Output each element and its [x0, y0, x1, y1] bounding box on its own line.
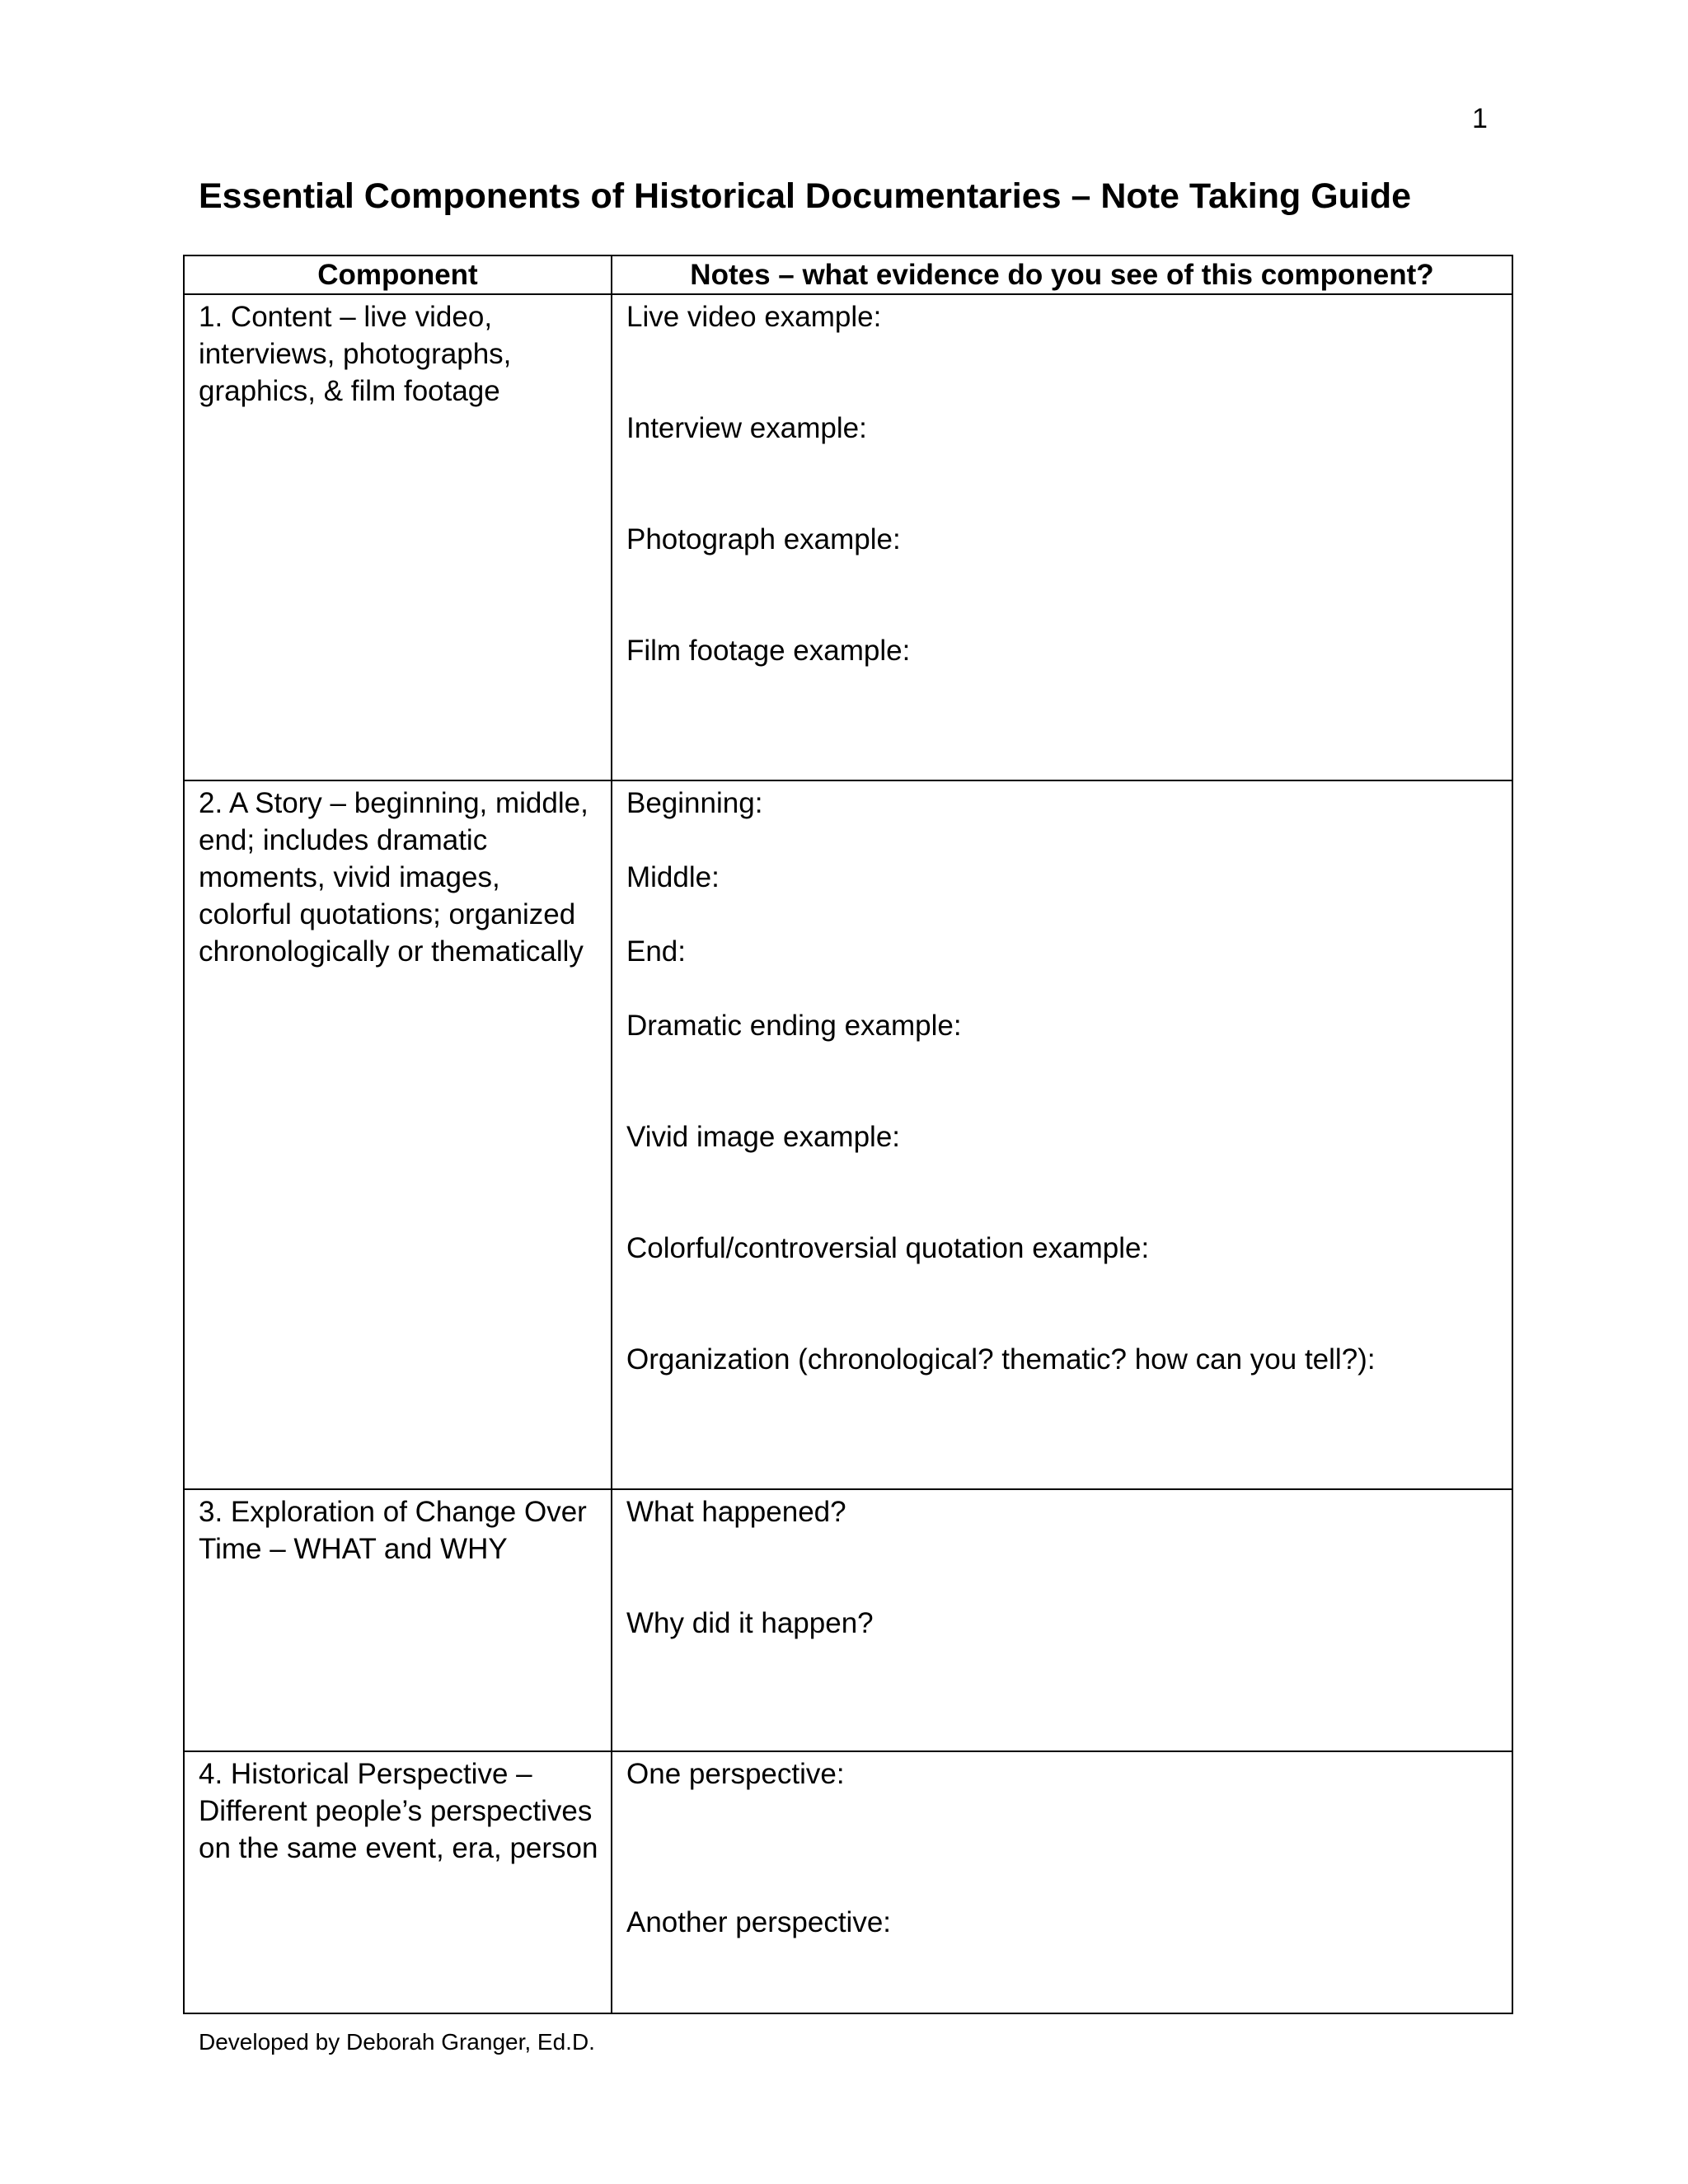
notes-cell-perspective[interactable]: [612, 1751, 1512, 2013]
footer-credit: Developed by Deborah Granger, Ed.D.: [199, 2029, 595, 2055]
component-cell-perspective: 4. Historical Perspective – Different people’s perspectives on the same event, era, person: [184, 1751, 612, 2013]
prompt-vivid-image: Vivid image example:: [626, 1121, 901, 1153]
prompt-beginning: Beginning:: [626, 787, 763, 819]
component-cell-story: 2. A Story – beginning, middle, end; includes dramatic moments, vivid images, colorful quotations; organized chronologically or thematically: [184, 780, 612, 1489]
prompt-live-video: Live video example:: [626, 301, 882, 333]
notes-cell-content[interactable]: [612, 294, 1512, 780]
prompt-photograph: Photograph example:: [626, 523, 901, 555]
table-row: [184, 1489, 1512, 1751]
prompt-what-happened: What happened?: [626, 1496, 846, 1528]
table-header-row: [184, 255, 1512, 294]
prompt-quotation: Colorful/controversial quotation example:: [626, 1232, 1150, 1264]
prompt-one-perspective: One perspective:: [626, 1758, 845, 1790]
note-taking-table: [183, 255, 1513, 2014]
header-component: Component: [184, 255, 612, 294]
notes-cell-change-over-time[interactable]: [612, 1489, 1512, 1751]
table-row: [184, 780, 1512, 1489]
component-cell-change-over-time: 3. Exploration of Change Over Time – WHAT and WHY: [184, 1489, 612, 1751]
page-number: 1: [1472, 103, 1488, 134]
table-row: [184, 294, 1512, 780]
table-row: [184, 1751, 1512, 2013]
prompt-middle: Middle:: [626, 861, 720, 893]
prompt-film-footage: Film footage example:: [626, 635, 911, 667]
component-cell-content: 1. Content – live video, interviews, photographs, graphics, & film footage: [184, 294, 612, 780]
prompt-interview: Interview example:: [626, 412, 867, 444]
page-title: Essential Components of Historical Documentaries – Note Taking Guide: [199, 176, 1412, 216]
header-notes: Notes – what evidence do you see of this component?: [612, 255, 1512, 294]
prompt-end: End:: [626, 935, 686, 968]
prompt-organization: Organization (chronological? thematic? how can you tell?):: [626, 1343, 1376, 1376]
prompt-another-perspective: Another perspective:: [626, 1906, 892, 1938]
prompt-why-happened: Why did it happen?: [626, 1607, 874, 1639]
notes-cell-story[interactable]: [612, 780, 1512, 1489]
prompt-dramatic-ending: Dramatic ending example:: [626, 1010, 962, 1042]
